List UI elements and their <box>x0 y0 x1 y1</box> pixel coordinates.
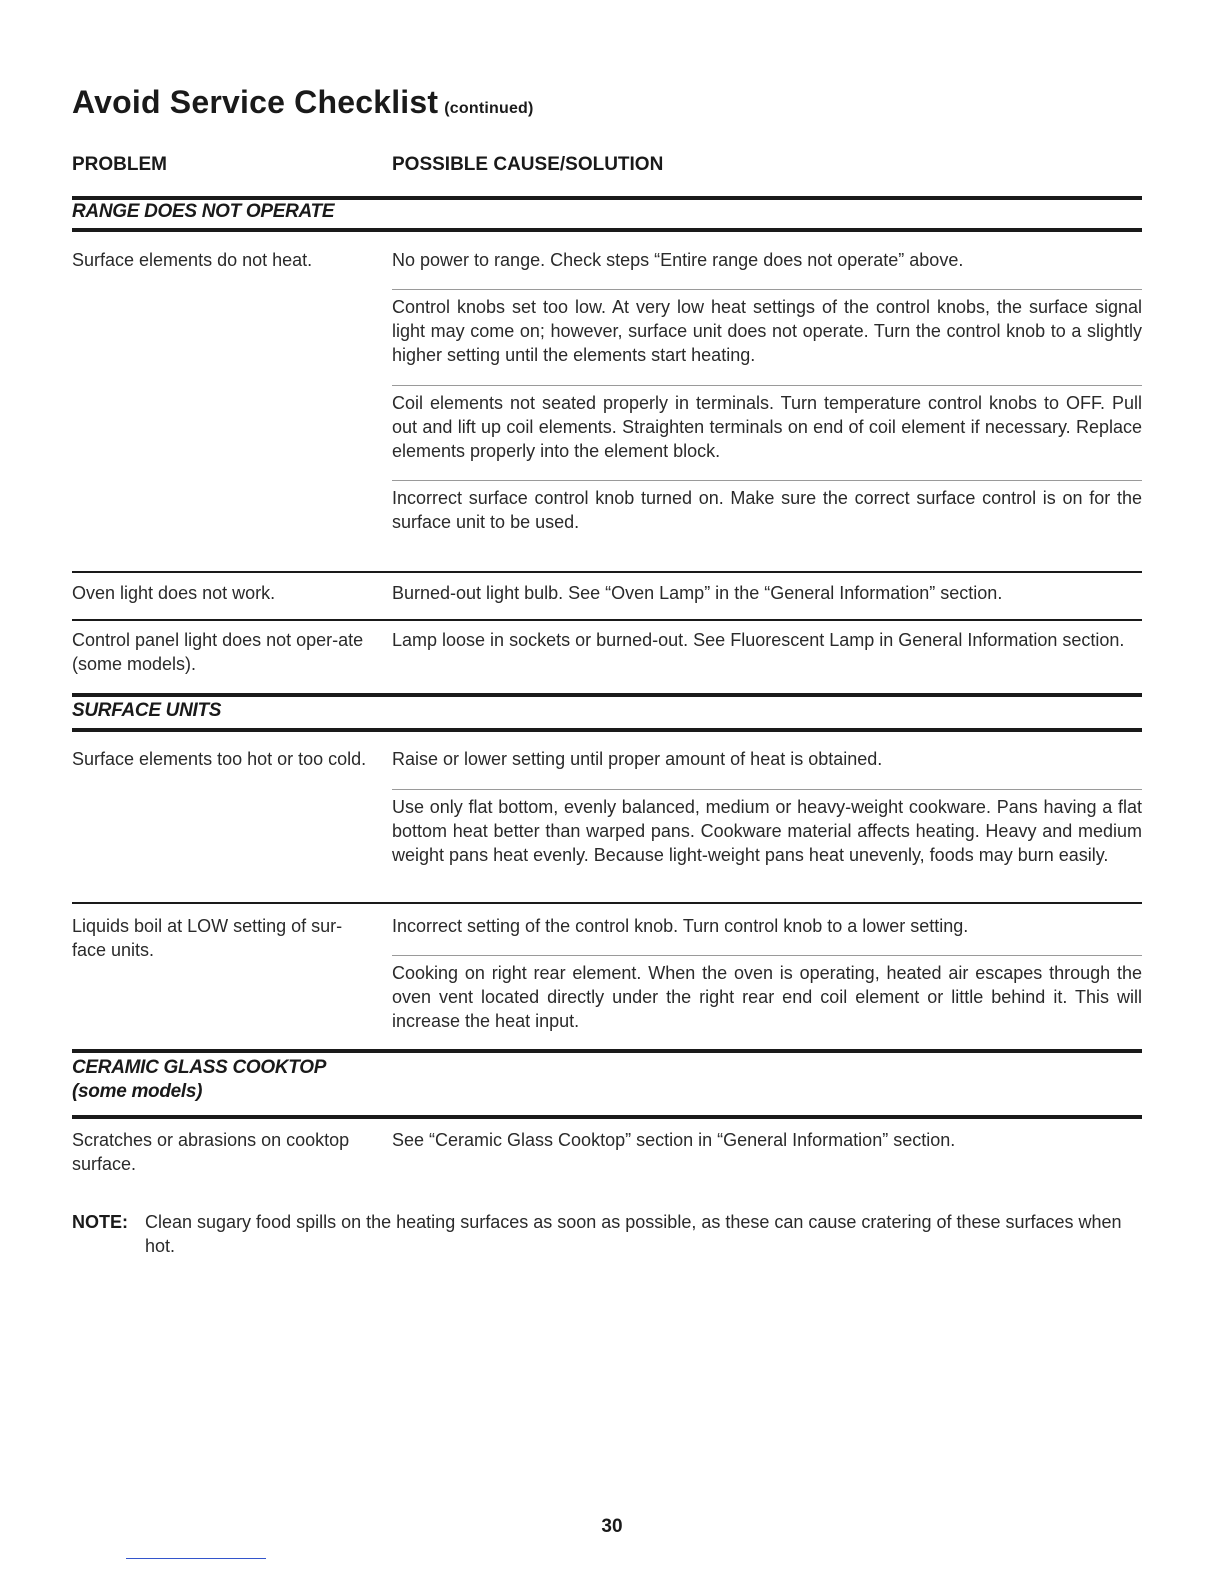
problem-cell: Control panel light does not oper-ate (some models). <box>72 630 364 674</box>
footer-link-underline <box>126 1558 266 1559</box>
solution-cell: Raise or lower setting until proper amount of heat is obtained. <box>392 749 883 769</box>
section-heading-text: CERAMIC GLASS COOKTOP <box>72 1057 327 1078</box>
problem-cell: Surface elements do not heat. <box>72 250 313 270</box>
problem-cell: Oven light does not work. <box>72 583 276 603</box>
solution-cell: Coil elements not seated properly in terminals. Turn temperature control knobs to OFF. Pull out and lift up coil elements. Straighten terminals on end of coil element if necessary. Replace elements properly into the element block. <box>392 393 1142 461</box>
row-separator <box>392 789 1142 790</box>
solution-cell: See “Ceramic Glass Cooktop” section in “General Information” section. <box>392 1130 956 1150</box>
row-separator <box>392 955 1142 956</box>
problem-cell: Liquids boil at LOW setting of sur-face units. <box>72 916 343 960</box>
row-separator <box>392 480 1142 481</box>
solution-cell: No power to range. Check steps “Entire range does not operate” above. <box>392 250 964 270</box>
solution-cell: Lamp loose in sockets or burned-out. See Fluorescent Lamp in General Information section. <box>392 630 1125 650</box>
section-heading-surface-units: SURFACE UNITS <box>72 700 222 721</box>
section-divider <box>72 1049 1142 1053</box>
section-divider <box>72 228 1142 232</box>
solution-cell: Use only flat bottom, evenly balanced, medium or heavy-weight cookware. Pans having a flat bottom heat better than warped pans. Cookware material affects heating. Heavy and medium weight pans heat evenly. Because light-weight pans heat unevenly, foods may burn easily. <box>392 797 1142 865</box>
column-headers <box>72 154 1142 178</box>
section-divider <box>72 693 1142 697</box>
section-heading-ceramic <box>72 1056 326 1104</box>
row-divider <box>72 571 1142 573</box>
row-divider <box>72 619 1142 621</box>
section-heading-range: RANGE DOES NOT OPERATE <box>72 201 335 222</box>
section-divider <box>72 1115 1142 1119</box>
row-divider <box>72 902 1142 904</box>
solution-cell: Incorrect surface control knob turned on. Make sure the correct surface control is on for the surface unit to be used. <box>392 488 1142 532</box>
note-label: NOTE: <box>72 1212 128 1232</box>
section-divider <box>72 728 1142 732</box>
solution-cell: Control knobs set too low. At very low heat settings of the control knobs, the surface signal light may come on; however, surface unit does not operate. Turn the control knob to a slightly higher setting until the elements start heating. <box>392 297 1142 365</box>
title-suffix: (continued) <box>444 100 534 117</box>
column-header-problem: PROBLEM <box>72 154 167 175</box>
problem-cell: Surface elements too hot or too cold. <box>72 749 367 769</box>
problem-cell: Scratches or abrasions on cooktop surface. <box>72 1130 350 1174</box>
title-text: Avoid Service Checklist <box>72 84 439 120</box>
solution-cell: Burned-out light bulb. See “Oven Lamp” in the “General Information” section. <box>392 583 1003 603</box>
solution-cell: Incorrect setting of the control knob. Turn control knob to a lower setting. <box>392 916 969 936</box>
row-separator <box>392 289 1142 290</box>
page-title <box>72 84 534 121</box>
column-header-solution: POSSIBLE CAUSE/SOLUTION <box>392 154 664 175</box>
solution-cell: Cooking on right rear element. When the oven is operating, heated air escapes through the oven vent located directly under the right rear end coil element or little behind it. This will increase the heat input. <box>392 963 1142 1031</box>
note-text: Clean sugary food spills on the heating surfaces as soon as possible, as these can cause cratering of these surfaces when hot. <box>145 1212 1122 1256</box>
row-separator <box>392 385 1142 386</box>
section-heading-subtext: (some models) <box>72 1081 203 1102</box>
page-number: 30 <box>601 1516 623 1537</box>
